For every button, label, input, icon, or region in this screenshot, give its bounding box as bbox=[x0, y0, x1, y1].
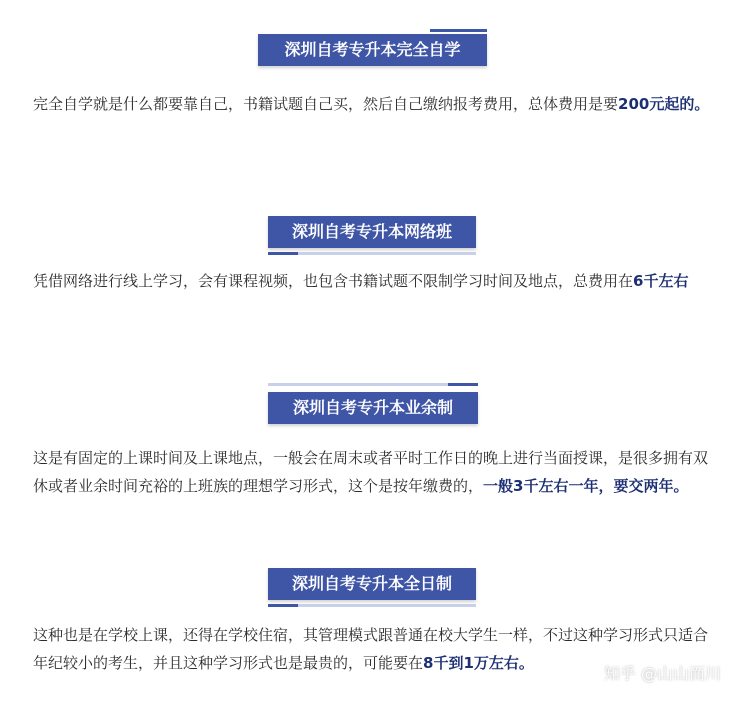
body-emphasis-1: 200元起的。 bbox=[618, 95, 710, 113]
header-underline bbox=[298, 252, 476, 255]
section-heading-2: 深圳自考专升本网络班 bbox=[268, 216, 476, 248]
section-header-3 bbox=[0, 380, 743, 428]
section-heading-1: 深圳自考专升本完全自学 bbox=[258, 34, 487, 66]
header-accent-line bbox=[268, 252, 298, 255]
body-text-4: 这种也是在学校上课，还得在学校住宿，其管理模式跟普通在校大学生一样，不过这种学习形式只适合年纪较小的考生，并且这种学习形式也是最贵的，可能要在 bbox=[33, 626, 709, 672]
watermark: 知乎 @山山而川 bbox=[603, 664, 721, 683]
section-header-1 bbox=[0, 26, 743, 74]
section-body-3 bbox=[33, 444, 713, 500]
section-header-2 bbox=[0, 208, 743, 256]
section-heading-4: 深圳自考专升本全日制 bbox=[268, 568, 476, 600]
body-text-3: 这是有固定的上课时间及上课地点，一般会在周末或者平时工作日的晚上进行当面授课，是很多拥有双休或者业余时间充裕的上班族的理想学习形式，这个是按年缴费的， bbox=[33, 449, 709, 495]
header-underline bbox=[298, 604, 476, 607]
header-accent-line bbox=[268, 604, 298, 607]
body-text-1: 完全自学就是什么都要靠自己，书籍试题自己买，然后自己缴纳报考费用，总体费用是要 bbox=[33, 95, 619, 113]
section-heading-3: 深圳自考专升本业余制 bbox=[268, 392, 478, 424]
header-accent-line bbox=[430, 29, 487, 32]
section-body-2 bbox=[33, 267, 713, 295]
body-emphasis-2: 6千左右 bbox=[633, 272, 689, 290]
section-body-1 bbox=[33, 90, 713, 118]
header-underline bbox=[268, 383, 448, 386]
header-accent-line bbox=[448, 383, 478, 386]
body-emphasis-4: 8千到1万左右。 bbox=[423, 654, 534, 672]
body-emphasis-3: 一般3千左右一年，要交两年。 bbox=[483, 477, 689, 495]
body-text-2: 凭借网络进行线上学习，会有课程视频，也包含书籍试题不限制学习时间及地点，总费用在 bbox=[33, 272, 634, 290]
section-header-4 bbox=[0, 562, 743, 610]
